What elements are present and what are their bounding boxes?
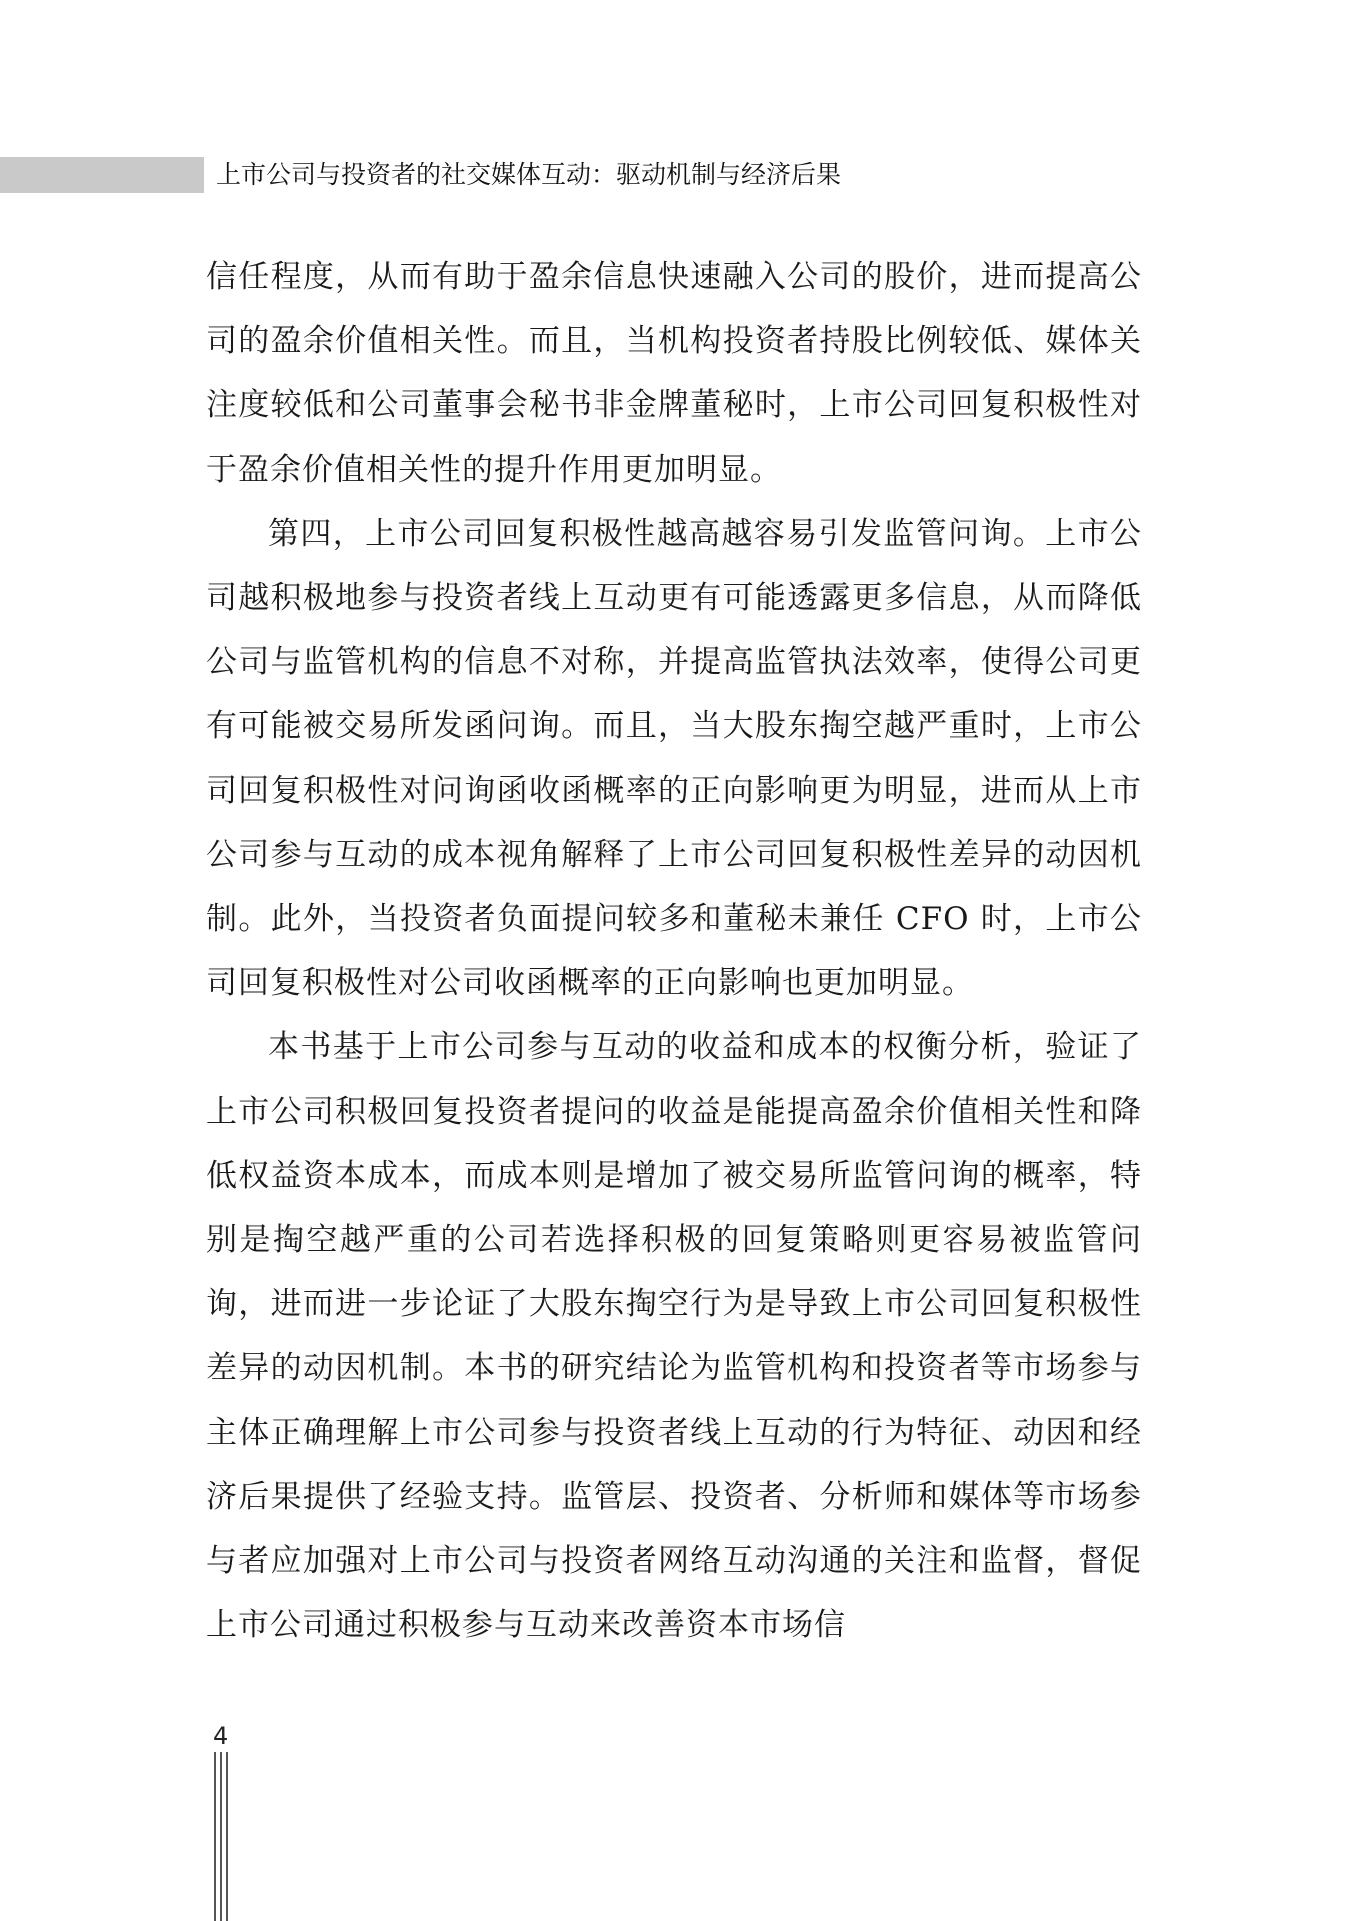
paragraph-summary: 本书基于上市公司参与互动的收益和成本的权衡分析，验证了上市公司积极回复投资者提问的收益是能提高盈余价值相关性和降低权益资本成本，而成本则是增加了被交易所监管问询的概率，特别是掏空越严重的公司若选择积极的回复策略则更容易被监管问询，进而进一步论证了大股东掏空行为是导致上市公司回复积极性差异的动因机制。本书的研究结论为监管机构和投资者等市场参与主体正确理解上市公司参与投资者线上互动的行为特征、动因和经济后果提供了经验支持。监管层、投资者、分析师和媒体等市场参与者应加强对上市公司与投资者网络互动沟通的关注和监督，督促上市公司通过积极参与互动来改善资本市场信 xyxy=(206,1029,1142,1644)
page-number: 4 xyxy=(213,1722,229,1750)
running-header-title: 上市公司与投资者的社交媒体互动：驱动机制与经济后果 xyxy=(216,160,842,189)
paragraph-continued: 信任程度，从而有助于盈余信息快速融入公司的股价，进而提高公司的盈余价值相关性。而且，当机构投资者持股比例较低、媒体关注度较低和公司董事会秘书非金牌董秘时，上市公司回复积极性对于盈余价值相关性的提升作用更加明显。 xyxy=(206,259,1142,488)
margin-rule xyxy=(220,1752,222,1921)
margin-rule xyxy=(226,1752,228,1921)
header-bar xyxy=(0,157,204,193)
paragraph-fourth-point: 第四，上市公司回复积极性越高越容易引发监管问询。上市公司越积极地参与投资者线上互动更有可能透露更多信息，从而降低公司与监管机构的信息不对称，并提高监管执法效率，使得公司更有可能被交易所发函问询。而且，当大股东掏空越严重时，上市公司回复积极性对问询函收函概率的正向影响更为明显，进而从上市公司参与互动的成本视角解释了上市公司回复积极性差异的动因机制。此外，当投资者负面提问较多和董秘未兼任 CFO 时，上市公司回复积极性对公司收函概率的正向影响也更加明显。 xyxy=(206,515,1142,1002)
body-text xyxy=(206,245,1142,1657)
margin-rule xyxy=(214,1752,216,1921)
